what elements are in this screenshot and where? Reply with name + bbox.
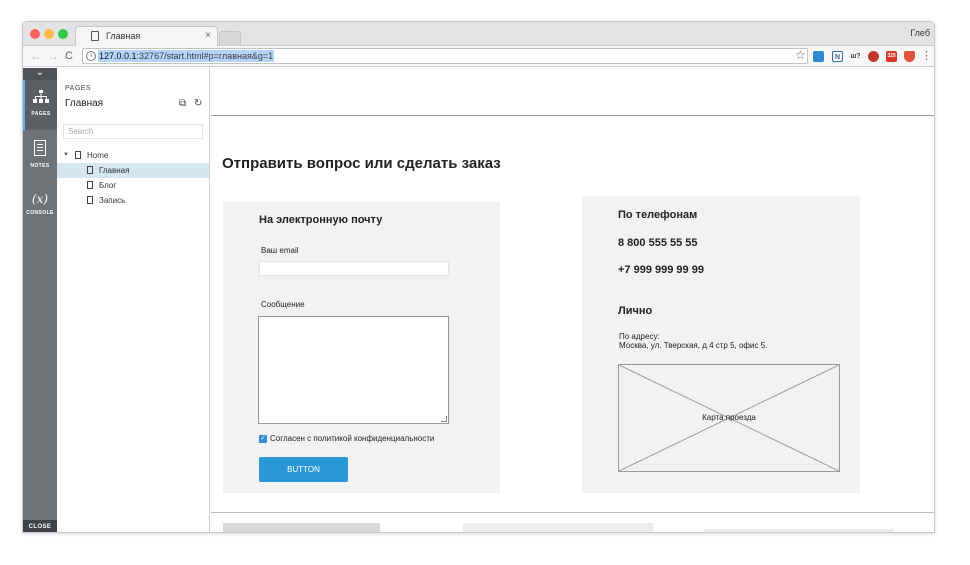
phone-number-1: 8 800 555 55 55 <box>618 237 698 249</box>
rail-label-notes: NOTES <box>30 163 50 169</box>
rail-item-console[interactable] <box>23 190 57 216</box>
browser-tab[interactable] <box>75 26 218 46</box>
next-section-block <box>704 529 894 533</box>
menu-dots-icon[interactable]: ⋮ <box>921 50 932 62</box>
submit-button[interactable]: BUTTON <box>259 457 348 482</box>
tree-item-label: Блог <box>99 181 117 190</box>
page-title: Отправить вопрос или сделать заказ <box>222 155 501 172</box>
url-host: 127.0.0.1 <box>99 51 137 61</box>
tree-item-home[interactable] <box>57 148 209 163</box>
address-bar <box>23 46 935 67</box>
address-label: По адресу: <box>619 332 660 341</box>
page-icon <box>75 151 81 159</box>
email-field[interactable] <box>259 261 449 276</box>
email-panel <box>223 202 500 493</box>
prototype-canvas <box>211 68 935 533</box>
maximize-window-button[interactable] <box>58 29 68 39</box>
collapse-chevron-icon[interactable]: ⌄ <box>23 68 57 80</box>
open-external-icon[interactable]: ⧉ <box>179 98 187 109</box>
url-input[interactable] <box>82 48 808 64</box>
bird-icon[interactable] <box>868 51 879 62</box>
notes-icon <box>34 140 46 156</box>
page-icon <box>87 166 93 174</box>
page-icon <box>87 196 93 204</box>
email-section-title: На электронную почту <box>259 214 383 226</box>
reload-page-icon[interactable]: ↻ <box>194 98 203 109</box>
phone-number-2: +7 999 999 99 99 <box>618 264 704 276</box>
browser-window <box>22 21 935 533</box>
new-tab-button[interactable] <box>219 31 241 45</box>
tree-item-glavnaya[interactable] <box>57 163 209 178</box>
rail-item-pages[interactable] <box>23 80 57 130</box>
rail-item-notes[interactable] <box>23 140 57 169</box>
message-label: Сообщение <box>261 300 305 309</box>
rail-label-console: CONSOLE <box>26 210 54 216</box>
page-icon <box>87 181 93 189</box>
variable-icon: (x) <box>31 192 49 206</box>
contact-panel <box>582 196 860 493</box>
close-sidebar-button[interactable]: CLOSE <box>23 520 57 533</box>
message-textarea[interactable] <box>258 316 449 424</box>
wf-icon[interactable]: ш? <box>850 53 861 60</box>
tab-title: Главная <box>106 31 141 41</box>
tree-item-label: Home <box>87 151 109 160</box>
info-icon[interactable]: i <box>86 51 96 61</box>
address-text: Москва, ул. Тверская, д 4 стр 5, офис 5. <box>619 341 768 350</box>
close-window-button[interactable] <box>30 29 40 39</box>
bookmark-star-icon[interactable]: ☆ <box>795 48 806 62</box>
pages-search-input[interactable]: Search <box>63 124 203 139</box>
url-text <box>98 50 274 62</box>
current-page-title: Главная <box>65 98 104 109</box>
tree-item-label: Запись <box>99 196 126 205</box>
pages-panel <box>57 68 210 533</box>
next-section-block <box>463 523 653 533</box>
url-path: :32767/start.html#p=главная&g=1 <box>136 51 274 61</box>
tree-item-blog[interactable] <box>57 178 209 193</box>
phones-title: По телефонам <box>618 209 698 221</box>
forward-arrow-icon[interactable]: → <box>47 49 59 63</box>
consent-checkbox[interactable]: ✓ <box>260 435 266 442</box>
trello-icon[interactable] <box>813 51 824 62</box>
minimize-window-button[interactable] <box>44 29 54 39</box>
pages-caption: PAGES <box>65 85 92 92</box>
reload-icon[interactable]: C <box>65 50 73 62</box>
profile-name[interactable]: Глеб <box>910 28 930 38</box>
personal-title: Лично <box>618 305 653 317</box>
expand-triangle-icon[interactable]: ▼ <box>63 152 69 158</box>
close-tab-icon[interactable]: × <box>205 30 211 41</box>
rail-label-pages: PAGES <box>31 111 51 117</box>
resize-grip-icon[interactable] <box>441 416 447 422</box>
shield-icon[interactable] <box>904 51 915 62</box>
sidebar-rail <box>23 68 57 533</box>
sitemap-icon <box>33 90 49 104</box>
back-arrow-icon[interactable]: ← <box>30 49 42 63</box>
map-label: Карта проезда <box>702 413 756 422</box>
tree-item-zapis[interactable] <box>57 193 209 208</box>
tree-item-label: Главная <box>99 166 130 175</box>
email-label: Ваш email <box>261 246 299 255</box>
map-placeholder <box>618 364 840 472</box>
header-divider <box>211 115 935 116</box>
n-icon[interactable]: N <box>832 51 843 62</box>
next-section-block <box>223 523 380 533</box>
badge-icon[interactable]: 329 <box>886 51 897 62</box>
consent-label: Согласен с политикой конфиденциальности <box>270 434 435 443</box>
section-divider <box>211 512 935 513</box>
tab-bar <box>23 22 935 46</box>
document-icon <box>91 31 99 41</box>
